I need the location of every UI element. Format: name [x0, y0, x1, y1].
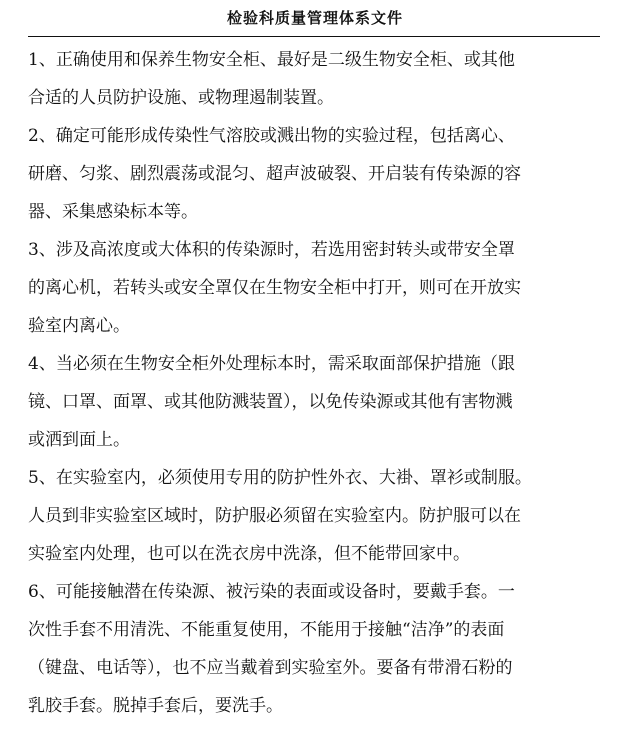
text-line: 器、采集感染标本等。 — [28, 202, 198, 222]
document-body — [28, 41, 598, 725]
document-header: 检验科质量管理体系文件 — [226, 9, 403, 27]
text-line: 4、当必须在生物安全柜外处理标本时，需采取面部保护措施（跟 — [28, 354, 515, 374]
text-line: 5、在实验室内，必须使用专用的防护性外衣、大褂、罩衫或制服。 — [28, 468, 532, 488]
text-line: （键盘、电话等），也不应当戴着到实验室外。要备有带滑石粉的 — [28, 658, 513, 678]
text-line: 实验室内处理，也可以在洗衣房中洗涤，但不能带回家中。 — [28, 544, 470, 564]
text-line: 次性手套不用清洗、不能重复使用，不能用于接触“洁净”的表面 — [28, 620, 505, 640]
text-line: 研磨、匀浆、剧烈震荡或混匀、超声波破裂、开启装有传染源的容 — [28, 164, 521, 184]
text-line: 镜、口罩、面罩、或其他防溅装置），以免传染源或其他有害物溅 — [28, 392, 513, 412]
text-line: 1、正确使用和保养生物安全柜、最好是二级生物安全柜、或其他 — [28, 50, 515, 70]
text-line: 人员到非实验室区域时，防护服必须留在实验室内。防护服可以在 — [28, 506, 521, 526]
header-divider — [28, 36, 600, 37]
text-line: 2、确定可能形成传染性气溶胶或溅出物的实验过程，包括离心、 — [28, 126, 515, 146]
text-line: 3、涉及高浓度或大体积的传染源时，若选用密封转头或带安全罩 — [28, 240, 515, 260]
text-line: 或洒到面上。 — [28, 430, 130, 450]
text-line: 合适的人员防护设施、或物理遏制装置。 — [28, 88, 334, 108]
text-line: 的离心机，若转头或安全罩仅在生物安全柜中打开，则可在开放实 — [28, 278, 521, 298]
text-line: 6、可能接触潜在传染源、被污染的表面或设备时，要戴手套。一 — [28, 582, 515, 602]
text-line: 乳胶手套。脱掉手套后，要洗手。 — [28, 696, 283, 716]
text-line: 验室内离心。 — [28, 316, 130, 336]
